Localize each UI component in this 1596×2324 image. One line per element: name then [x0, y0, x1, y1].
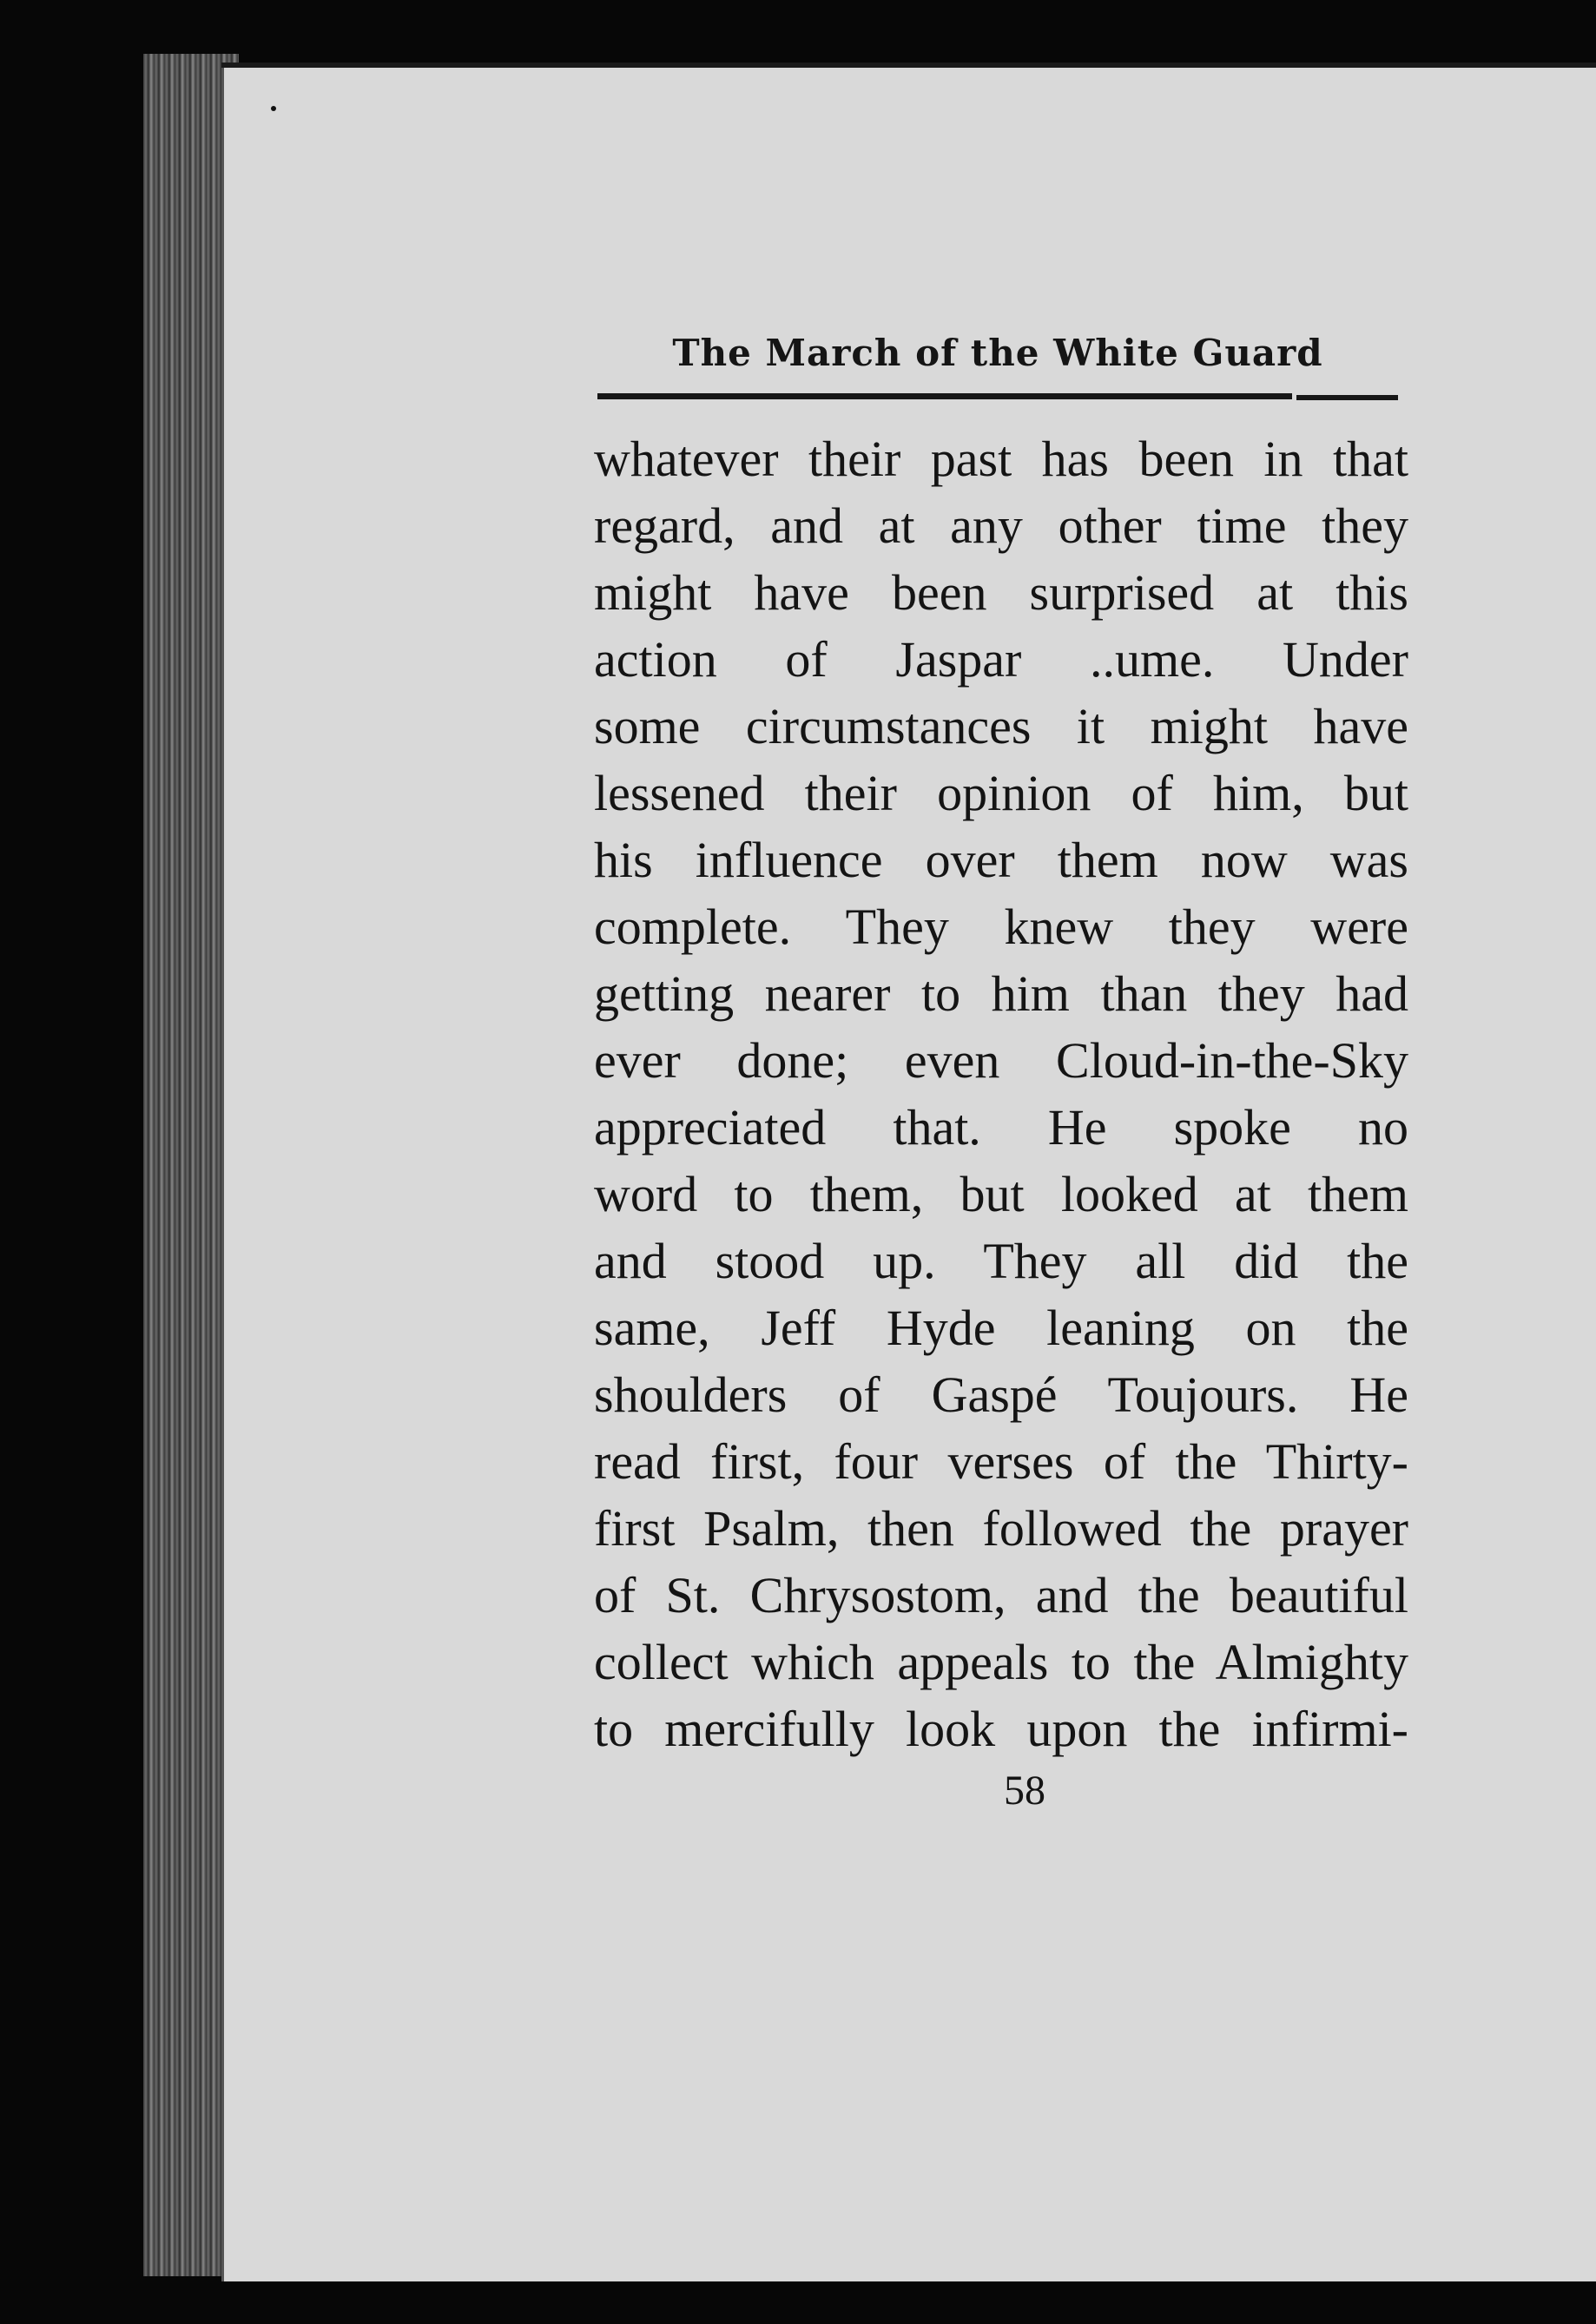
text-line: first Psalm, then followed the prayer	[594, 1500, 1408, 1557]
header-rule-segment	[1296, 395, 1398, 400]
text-line: regard, and at any other time they	[594, 497, 1408, 554]
text-line: action of Jaspar ..ume. Under	[594, 631, 1408, 688]
text-line: of St. Chrysostom, and the beautiful	[594, 1567, 1408, 1623]
page-speck	[271, 106, 276, 111]
text-line: whatever their past has been in that	[594, 431, 1408, 487]
text-line: word to them, but looked at them	[594, 1166, 1408, 1222]
text-line: appreciated that. He spoke no	[594, 1099, 1408, 1155]
text-line: might have been surprised at this	[594, 564, 1408, 621]
header-rule-segment	[597, 393, 1292, 399]
text-line: same, Jeff Hyde leaning on the	[594, 1300, 1408, 1356]
text-line: ever done; even Cloud-in-the-Sky	[594, 1032, 1408, 1089]
text-line: read first, four verses of the Thirty-	[594, 1433, 1408, 1490]
text-line: lessened their opinion of him, but	[594, 765, 1408, 821]
text-line: getting nearer to him than they had	[594, 965, 1408, 1022]
text-line: shoulders of Gaspé Toujours. He	[594, 1366, 1408, 1423]
text-line: and stood up. They all did the	[594, 1233, 1408, 1289]
text-line: complete. They knew they were	[594, 899, 1408, 955]
text-line: some circumstances it might have	[594, 698, 1408, 754]
page-number: 58	[1004, 1768, 1045, 1814]
body-text	[594, 425, 1408, 1762]
text-line: his influence over them now was	[594, 832, 1408, 888]
header-rule	[597, 393, 1398, 399]
running-head: The March of the White Guard	[672, 332, 1323, 374]
text-line: to mercifully look upon the infirmi-	[594, 1701, 1408, 1757]
text-line: collect which appeals to the Almighty	[594, 1634, 1408, 1690]
